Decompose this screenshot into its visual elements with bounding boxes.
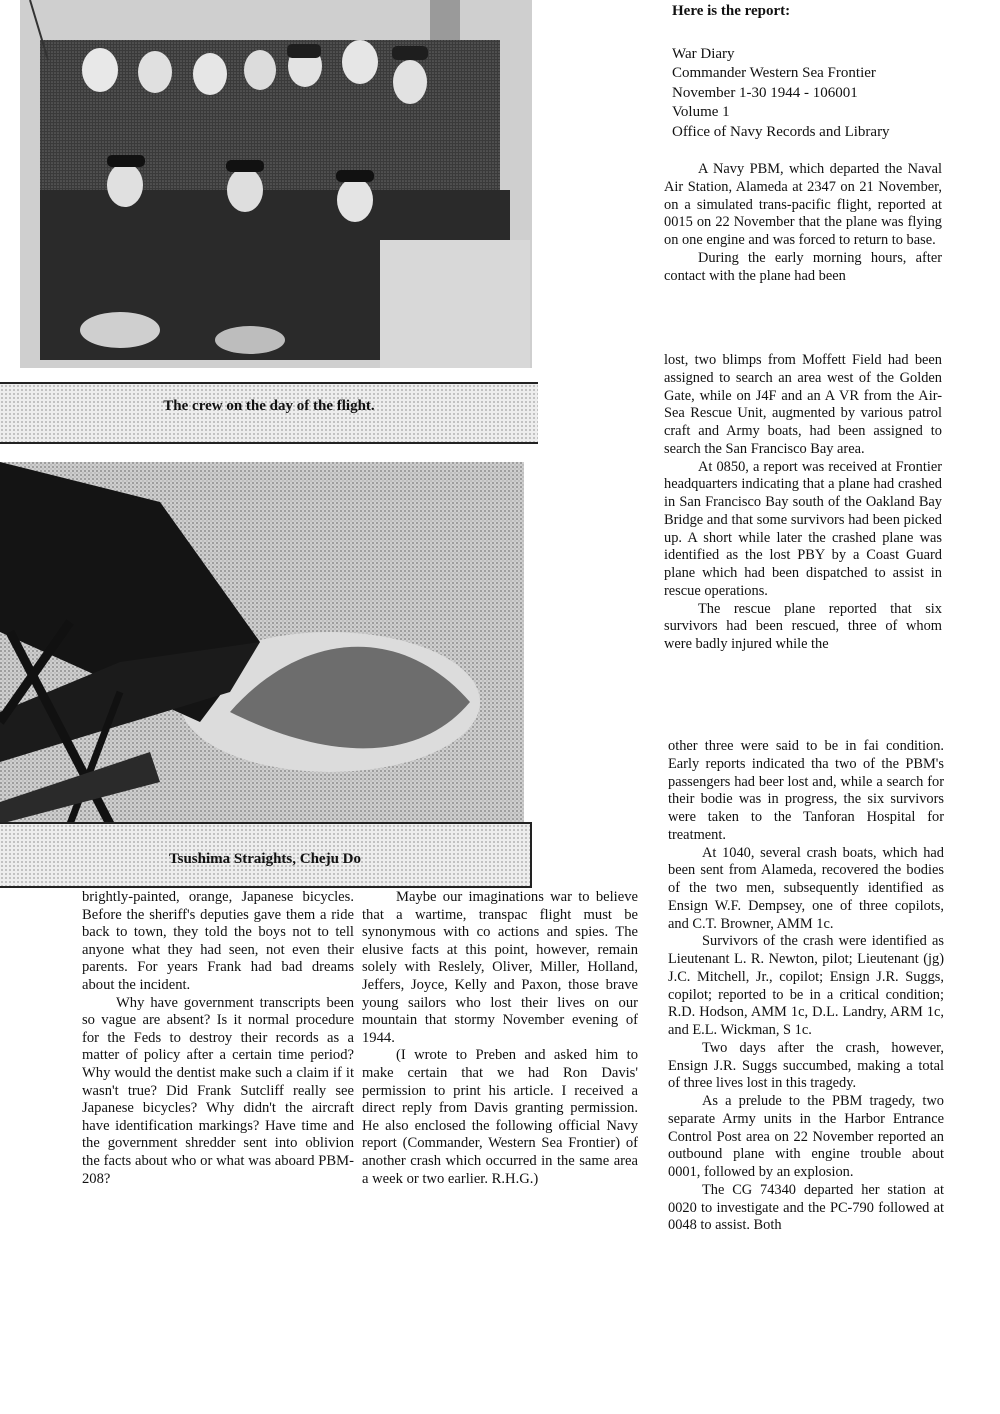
plane-photo-caption-box xyxy=(0,822,532,888)
plane-photo xyxy=(0,462,524,824)
paragraph: As a prelude to the PBM tragedy, two separate Army units in the Harbor Entrance Control Post area on 22 November reported an outbound plane with engine trouble about 0001, followed by an explosion. xyxy=(668,1093,944,1180)
report-source-line: November 1-30 1944 - 106001 xyxy=(672,84,858,101)
paragraph: The CG 74340 departed her station at 0020 to investigate and the PC-790 followed at 0048 to assist. Both xyxy=(668,1181,944,1234)
report-source-line: Volume 1 xyxy=(672,104,730,120)
crew-photo xyxy=(0,0,532,368)
paragraph: other three were said to be in fai condition. Early reports indicated tha two of the PBM's passengers had beer lost and, while a search for their bodie was in progress, the six survivors were taken to the Tanforan Hospital for treatment. xyxy=(668,738,944,843)
report-source-line: Office of Navy Records and Library xyxy=(672,123,890,140)
report-source-line: Commander Western Sea Frontier xyxy=(672,65,876,81)
article-column-1 xyxy=(82,889,354,1188)
crew-photo-caption: The crew on the day of the flight. xyxy=(163,398,375,414)
paragraph: (I wrote to Preben and asked him to make certain that we had Ron Davis' permission to print his article. I received a direct reply from Davis granting permission. He also enclosed the following official Navy report (Commander, Western Sea Frontier) of another crash which occurred in the same area a week or two earlier. R.H.G.) xyxy=(362,1047,638,1187)
report-heading: Here is the report: xyxy=(672,3,791,19)
paragraph: At 0850, a report was received at Frontier headquarters indicating that a plane had crashed in San Francisco Bay south of the Oakland Bay Bridge and that some survivors had been picked up. A short while later the crashed plane was identified as the lost PBY by a Coast Guard plane which had been dispatched to assist in rescue operations. xyxy=(664,458,942,599)
report-block-3 xyxy=(668,738,944,1235)
paragraph: The rescue plane reported that six survivors had been rescued, three of whom were badly injured while the xyxy=(664,600,942,652)
paragraph: brightly-painted, orange, Japanese bicycles. Before the sheriff's deputies gave them a ride back to town, they told the boys not to tell anyone what they had seen, not even their parents. For years Frank had bad dreams about the incident. xyxy=(82,889,354,993)
report-block-2 xyxy=(664,352,942,654)
paragraph: A Navy PBM, which departed the Naval Air Station, Alameda at 2347 on 21 November, on a simulated trans-pacific flight, reported at 0015 on 22 November that the plane was flying on one engine and was forced to return to base. xyxy=(664,161,942,248)
report-source-line: War Diary xyxy=(672,45,735,62)
paragraph: Two days after the crash, however, Ensign J.R. Suggs succumbed, making a total of three lives lost in this tragedy. xyxy=(668,1039,944,1092)
paragraph: lost, two blimps from Moffett Field had been assigned to search an area west of the Golden Gate, while on J4F and an A VR from the Air-Sea Rescue Unit, augmented by various patrol craft and Army boats, had been assigned to search the San Francisco Bay area. xyxy=(664,352,942,457)
report-header xyxy=(672,2,972,142)
paragraph: Maybe our imaginations war to believe that a wartime, transpac flight must be synonymous with co actions and spies. The elusive facts at this point, however, remain solely with Reslely, Oliver, Miller, Holland, Jeffers, Joyce, Kelly and Paxon, those brave young sailors who lost their lives on our mountain that stormy November evening of 1944. xyxy=(362,889,638,1046)
paragraph: At 1040, several crash boats, which had been sent from Alameda, recovered the bodies of the two men, subsequently identified as Ensign W.F. Dempsey, one of three copilots, and C.T. Browner, AMM 1c. xyxy=(668,844,944,932)
article-column-2 xyxy=(362,889,638,1188)
plane-photo-caption: Tsushima Straights, Cheju Do xyxy=(169,851,361,867)
paragraph: Why have government transcripts been so vague are absent? Is it normal procedure for the Feds to destroy their records as a matter of policy after a certain time period? Why would the dentist make such a claim if it wasn't true? Did Frank Sutcliff really see Japanese bicycles? Why didn't the aircraft have identification markings? Have time and the government shredder sent into oblivion the facts about who or what was aboard PBM-208? xyxy=(82,994,354,1187)
paragraph: During the early morning hours, after contact with the plane had been xyxy=(664,249,942,284)
report-block-1 xyxy=(664,161,942,285)
paragraph: Survivors of the crash were identified as Lieutenant L. R. Newton, pilot; Lieutenant (jg) J.C. Mitchell, Jr., copilot; Ensign J.R. Suggs, copilot; reported to be in a critical condition; R.D. Hodson, AMM 1c, D.L. Landry, ARM 1c, and E.L. Wickman, S 1c. xyxy=(668,933,944,1038)
crew-photo-caption-box xyxy=(0,382,538,444)
